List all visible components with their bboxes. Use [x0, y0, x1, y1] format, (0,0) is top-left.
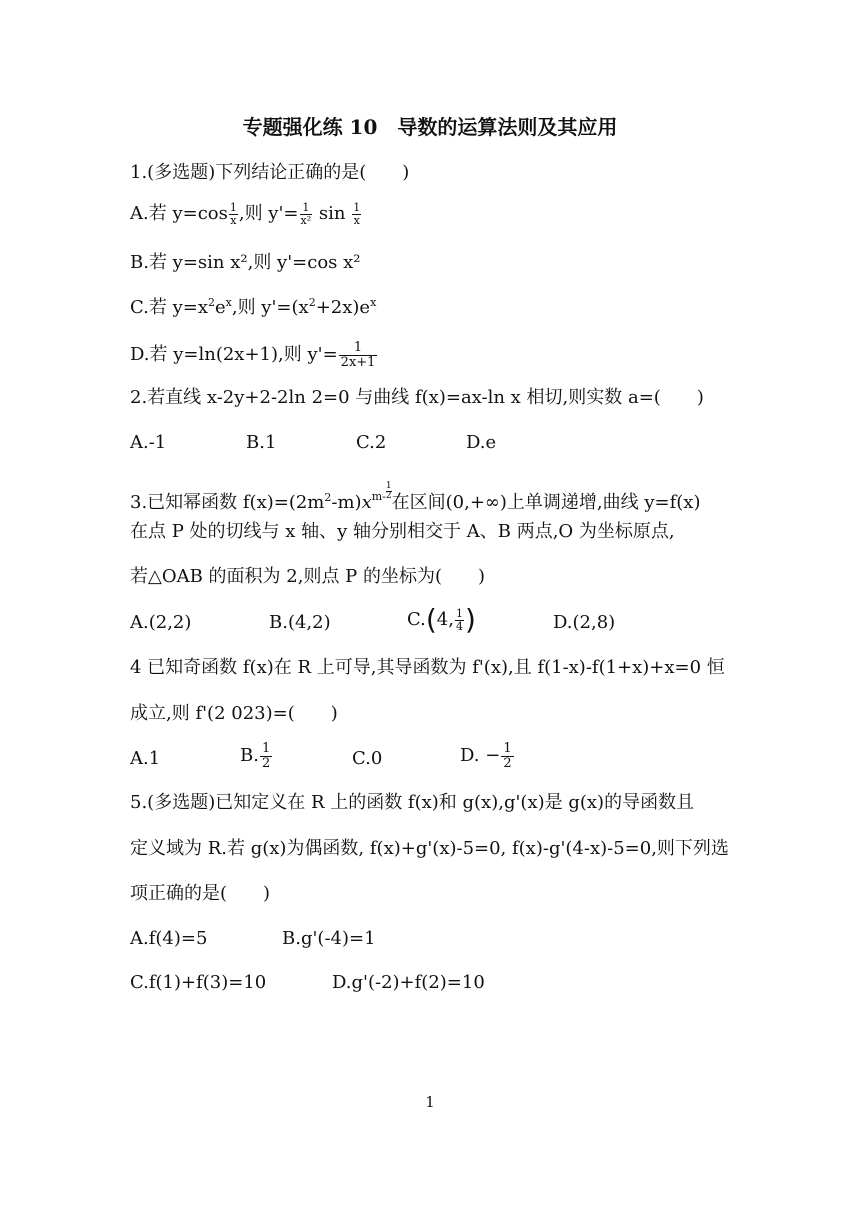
q4-option-d [460, 742, 515, 770]
q4-option-c: C.0 [352, 748, 383, 769]
frac-denominator: x [353, 213, 360, 227]
q1-option-b: B.若 y=sin x²,则 y'=cos x² [130, 252, 361, 273]
q5-option-a: A.f(4)=5 [130, 928, 208, 949]
frac-denominator: x [230, 213, 237, 227]
q1-c-mid: ,则 y'=(x [231, 297, 309, 318]
q5-option-b: B.g'(-4)=1 [282, 928, 376, 949]
q1-c-tail: +2x)e [315, 297, 371, 318]
q4-b-fraction [260, 742, 272, 770]
q3-prefix: 3.已知幂函数 f(x)=(2m [130, 492, 325, 513]
frac-numerator: 1 [385, 481, 392, 491]
q3-line-1 [130, 482, 700, 514]
q4-d-prefix: D. − [460, 745, 501, 767]
superscript: x [370, 296, 377, 309]
q1-a-prefix: A.若 y=cos [130, 203, 228, 225]
q4-line-1: 4 已知奇函数 f(x)在 R 上可导,其导函数为 f'(x),且 f(1-x)-f(1+x)+x=0 恒 [130, 657, 725, 678]
q2-options [0, 432, 860, 456]
superscript: 2 [324, 491, 332, 504]
frac-numerator: 1 [353, 340, 363, 355]
q1-d-prefix: D.若 y=ln(2x+1),则 y'= [130, 344, 338, 366]
frac-numerator: 1 [455, 606, 463, 620]
superscript: 2 [308, 296, 316, 309]
q5-option-c: C.f(1)+f(3)=10 [130, 972, 267, 993]
superscript: 2 [207, 296, 215, 309]
q3-c-fraction [455, 608, 464, 632]
frac-denominator: 2 [503, 755, 512, 771]
superscript: x [225, 296, 232, 309]
q3-exponent-m: m- [371, 490, 386, 503]
q3-option-c [407, 603, 476, 636]
q1-option-d [130, 341, 378, 369]
q2-option-c: C.2 [356, 432, 387, 453]
q3-line-2: 在点 P 处的切线与 x 轴、y 轴分别相交于 A、B 两点,O 为坐标原点, [130, 521, 675, 542]
q4-b-prefix: B. [240, 745, 259, 767]
q1-c-prefix: C.若 y=x [130, 297, 208, 318]
q3-x: x [361, 492, 372, 513]
q4-line-2: 成立,则 f'(2 023)=( ) [130, 703, 338, 724]
q1-a-fraction-1-over-x2 [300, 202, 313, 226]
q1-a-mid: ,则 y'= [238, 203, 299, 225]
q1-a-fraction-1-over-x-2 [352, 202, 361, 226]
frac-numerator: 1 [229, 201, 237, 214]
frac-denominator: 2x+1 [340, 354, 376, 370]
q3-options [0, 603, 860, 646]
q2-option-b: B.1 [246, 432, 277, 453]
frac-numerator: 1 [261, 741, 271, 756]
q2-stem: 2.若直线 x-2y+2-2ln 2=0 与曲线 f(x)=ax-ln x 相切,则实数 a=( ) [130, 387, 704, 408]
q3-c-four: 4, [436, 609, 454, 630]
page-number: 1 [425, 1093, 435, 1111]
q3-option-b: B.(4,2) [269, 612, 331, 633]
q5-line-3: 项正确的是( ) [130, 883, 271, 904]
q1-option-a [130, 202, 362, 226]
frac-numerator: 1 [302, 201, 310, 214]
q3-line-3: 若△OAB 的面积为 2,则点 P 的坐标为( ) [130, 566, 486, 587]
frac-numerator: 1 [503, 741, 512, 756]
q1-stem: 1.(多选题)下列结论正确的是( ) [130, 162, 410, 183]
left-paren: ( [425, 603, 437, 636]
q3-option-a: A.(2,2) [130, 612, 192, 633]
q5-line-1: 5.(多选题)已知定义在 R 上的函数 f(x)和 g(x),g'(x)是 g(x)的导函数且 [130, 792, 695, 813]
q3-option-d: D.(2,8) [553, 612, 616, 633]
q3-tail: 在区间(0,+∞)上单调递增,曲线 y=f(x) [391, 492, 701, 513]
q3-c-prefix: C. [407, 609, 426, 630]
q1-a-fraction-1-over-x [229, 202, 238, 226]
frac-denominator: 4 [455, 619, 463, 633]
right-paren: ) [464, 603, 476, 636]
q4-option-b [240, 742, 273, 770]
q3-mid: -m) [331, 492, 362, 513]
q1-option-c [130, 297, 376, 319]
q2-option-a: A.-1 [130, 432, 167, 453]
q5-options-row-1 [0, 928, 860, 952]
frac-denominator: x² [300, 213, 312, 227]
q5-option-d: D.g'(-2)+f(2)=10 [332, 972, 485, 993]
q1-d-fraction [339, 341, 378, 369]
frac-denominator: 2 [261, 755, 271, 771]
frac-numerator: 1 [353, 201, 361, 214]
q1-a-sin: sin [318, 203, 346, 225]
frac-denominator: 2 [385, 491, 392, 501]
q5-line-2: 定义域为 R.若 g(x)为偶函数, f(x)+g'(x)-5=0, f(x)-g'(4-x)-5=0,则下列选 [130, 838, 729, 859]
page-title: 专题强化练 10 导数的运算法则及其应用 [242, 115, 618, 139]
q5-options-row-2 [0, 972, 860, 996]
q4-d-fraction [501, 742, 513, 770]
q4-option-a: A.1 [130, 748, 161, 769]
q2-option-d: D.e [466, 432, 497, 453]
q1-c-e: e [214, 297, 226, 318]
q4-options [0, 742, 860, 778]
